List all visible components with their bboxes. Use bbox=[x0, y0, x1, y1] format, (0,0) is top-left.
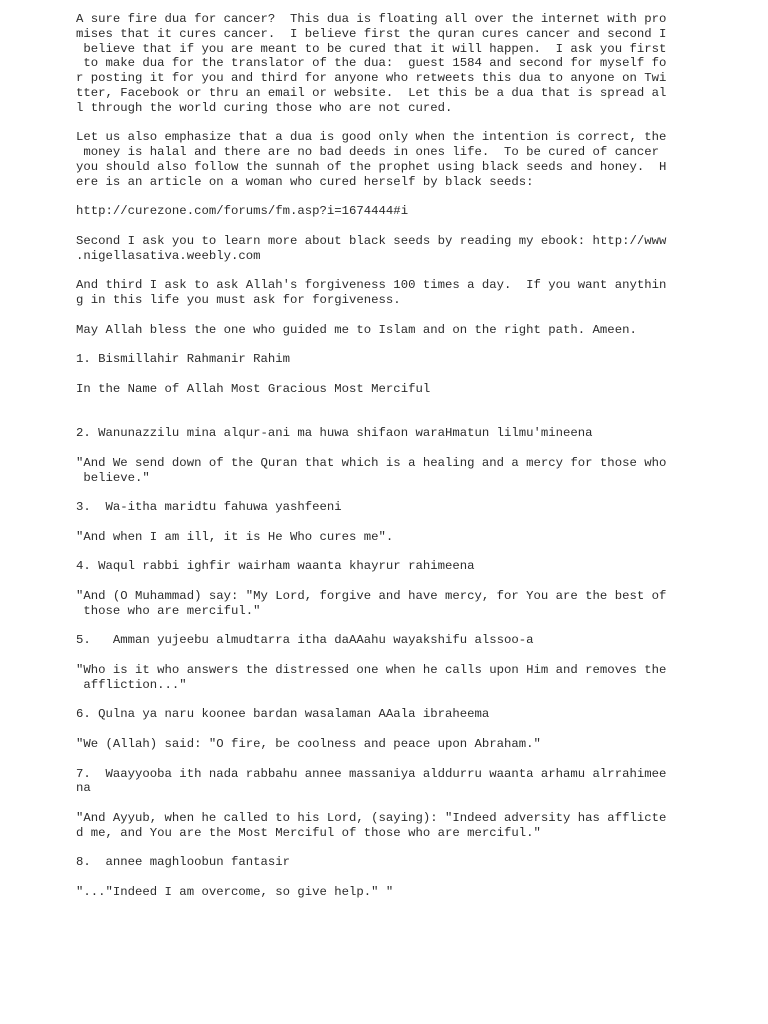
dua-1-translation: In the Name of Allah Most Gracious Most Merciful bbox=[76, 381, 431, 396]
dua-3-transliteration: 3. Wa-itha maridtu fahuwa yashfeeni bbox=[76, 500, 342, 515]
dua-4-transliteration: 4. Waqul rabbi ighfir wairham waanta khayrur rahimeena bbox=[76, 559, 475, 574]
dua-6-transliteration: 6. Qulna ya naru koonee bardan wasalaman AAala ibraheema bbox=[76, 707, 490, 722]
document-body bbox=[76, 12, 696, 915]
dua-5-translation: "Who is it who answers the distressed one when he calls upon Him and removes the affliction..." bbox=[76, 663, 667, 692]
intro-paragraph: A sure fire dua for cancer? This dua is floating all over the internet with pro mises that it cures cancer. I believe first the quran cures cancer and second I believe that if you are meant to be cured that it will happen. I ask you first to make dua for the translator of the dua: guest 1584 and second for myself fo r posting it for you and third for anyone who retweets this dua to anyone on Twi tter, Facebook or thru an email or website. Let this be a dua that is spread al l through the world curing those who are not cured. bbox=[76, 12, 667, 115]
article-link[interactable]: http://curezone.com/forums/fm.asp?i=1674444#i bbox=[76, 204, 409, 219]
ebook-paragraph: Second I ask you to learn more about black seeds by reading my ebook: http://www .nigellasativa.weebly.com bbox=[76, 233, 667, 263]
dua-6-translation: "We (Allah) said: "O fire, be coolness and peace upon Abraham." bbox=[76, 737, 541, 752]
dua-4-translation: "And (O Muhammad) say: "My Lord, forgive and have mercy, for You are the best of those who are merciful." bbox=[76, 589, 667, 618]
emphasis-paragraph: Let us also emphasize that a dua is good only when the intention is correct, the money is halal and there are no bad deeds in ones life. To be cured of cancer you should also follow the sunnah of the prophet using black seeds and honey. H ere is an article on a woman who cured herself by black seeds: bbox=[76, 130, 667, 189]
dua-7-translation: "And Ayyub, when he called to his Lord, (saying): "Indeed adversity has afflicte d me, and You are the Most Merciful of those who are merciful." bbox=[76, 811, 667, 840]
dua-8-transliteration: 8. annee maghloobun fantasir bbox=[76, 855, 291, 870]
dua-1-transliteration: 1. Bismillahir Rahmanir Rahim bbox=[76, 352, 291, 367]
blessing-paragraph: May Allah bless the one who guided me to Islam and on the right path. Ameen. bbox=[76, 322, 637, 337]
forgiveness-paragraph: And third I ask to ask Allah's forgiveness 100 times a day. If you want anythin g in this life you must ask for forgiveness. bbox=[76, 278, 667, 308]
dua-7-transliteration: 7. Waayyooba ith nada rabbahu annee massaniya alddurru waanta arhamu alrrahimee na bbox=[76, 766, 667, 796]
dua-5-transliteration: 5. Amman yujeebu almudtarra itha daAAahu wayakshifu alssoo-a bbox=[76, 633, 534, 648]
dua-3-translation: "And when I am ill, it is He Who cures me". bbox=[76, 529, 394, 544]
dua-2-translation: "And We send down of the Quran that which is a healing and a mercy for those who believe." bbox=[76, 455, 667, 485]
dua-8-translation: "..."Indeed I am overcome, so give help." " bbox=[76, 885, 394, 900]
dua-2-transliteration: 2. Wanunazzilu mina alqur-ani ma huwa shifaon waraHmatun lilmu'mineena bbox=[76, 426, 593, 441]
